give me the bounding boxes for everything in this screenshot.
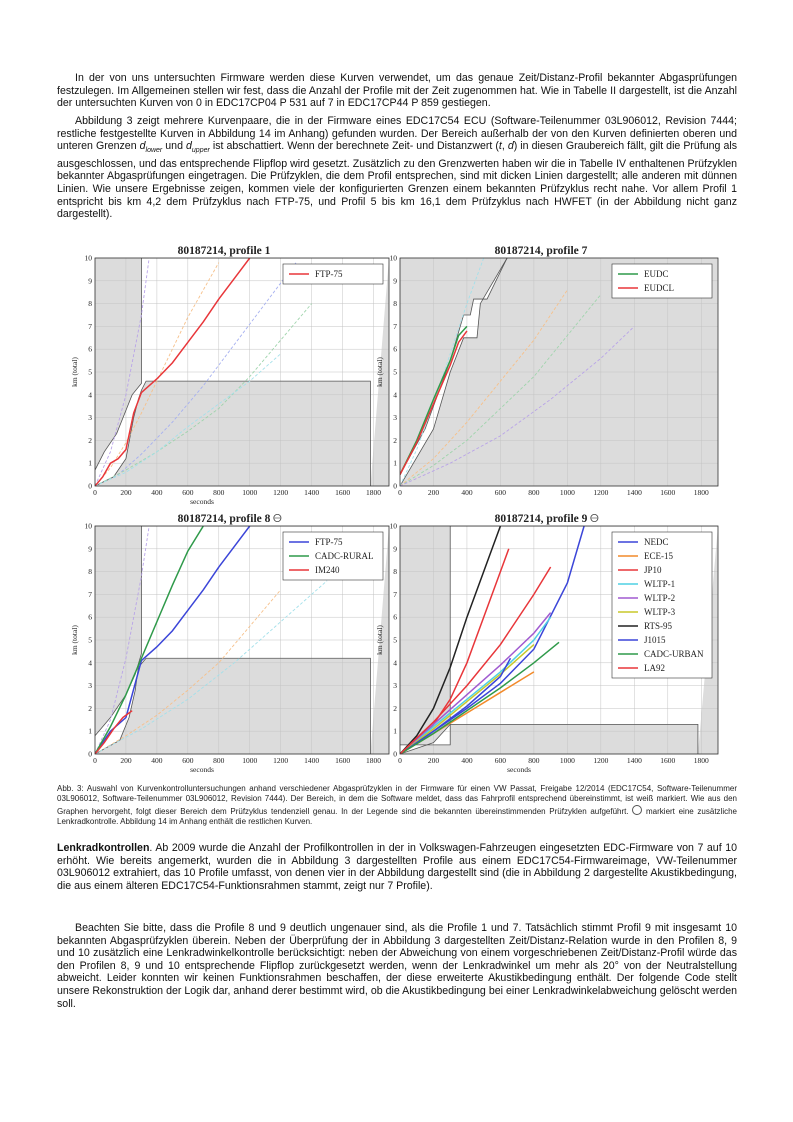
legend-label: IM240 [315,565,340,575]
y-tick-label: 0 [88,481,92,491]
x-tick-label: 1000 [242,488,258,497]
paragraph-1: In der von uns untersuchten Firmware werden diese Kurven verwendet, um das genaue Zeit/Distanz-Profil bekannter Abgasprüfungen festzulegen. Im Allgemeinen stellen wir fest, dass die Anzahl der Profile mit der Zeit zugenommen hat. Wie in Tabelle II dargestellt, ist die Anzahl der untersuchten Kurven von 0 in EDC17CP04 P 531 auf 7 in EDC17CP44 P 859 gestiegen. [57,72,737,110]
x-tick-label: 0 [398,756,402,765]
y-tick-label: 10 [84,253,92,263]
x-tick-label: 200 [120,488,132,497]
chart-title: 80187214, profile 1 [177,245,271,257]
paragraph-2-part-b: ist abschattiert. Wenn der berechnete Zeit- und Distanzwert ( [209,140,499,153]
y-tick-label: 9 [393,276,397,286]
x-tick-label: 600 [494,756,507,765]
math-d-upper [186,140,210,155]
legend-label: NEDC [644,537,669,547]
x-tick-label: 800 [213,756,225,765]
y-tick-label: 8 [393,299,397,309]
y-tick-label: 3 [393,681,397,691]
x-tick-label: 200 [427,488,440,497]
y-tick-label: 1 [393,458,397,468]
x-tick-label: 1400 [304,488,320,497]
figure-3-charts [0,240,793,780]
x-tick-label: 1200 [593,488,609,497]
legend-label: WLTP-1 [644,579,676,589]
y-tick-label: 5 [393,367,397,377]
y-tick-label: 7 [88,589,92,599]
y-tick-label: 0 [88,749,92,759]
x-tick-label: 0 [398,488,402,497]
y-tick-label: 5 [88,635,92,645]
chart-title: 80187214, profile 7 [494,245,588,257]
y-tick-label: 10 [389,253,397,263]
x-tick-label: 1400 [626,756,642,765]
x-tick-label: 1600 [660,488,676,497]
y-tick-label: 6 [393,344,397,354]
x-axis-label: seconds [507,765,531,774]
y-tick-label: 5 [393,635,397,645]
legend-label: RTS-95 [644,621,672,631]
chart-panel-2 [375,245,718,497]
x-tick-label: 1000 [242,756,258,765]
y-tick-label: 7 [393,321,397,331]
math-d-upper-letter: d [186,140,192,153]
paragraph-3-text: . Ab 2009 wurde die Anzahl der Profilkontrollen in der in Volkswagen-Fahrzeugen eingesetzten EDC-Firmware von 7 auf 10 erhöht. Wie bereits angemerkt, wurden die in Abbildung 3 dargestellten Profile aus einem EDC17C54-Firmwareimage, VW-Teilenummer 03L906012 extrahiert, das 10 Profile umfasst, von denen vier in der Abbildung dargestellt sind (die in Abbildung 2 dargestellte Akustikbedingung, die aus einem älteren EDC17C54-Funktionsrahmen stammt, zeigt nur 7 Profile). [57,842,737,892]
legend-label: WLTP-2 [644,593,676,603]
x-tick-label: 400 [461,488,473,497]
y-axis-label: km (total) [70,357,79,387]
x-tick-label: 1400 [626,488,642,497]
legend-label: LA92 [644,663,665,673]
x-tick-label: 1000 [559,488,575,497]
y-tick-label: 8 [393,567,397,577]
caption-part-b: markiert eine zusätzliche Lenkradkontrolle. Abbildung 14 im Anhang enthält die restlichen Kurven. [57,807,737,826]
legend-label: FTP-75 [315,537,343,547]
y-tick-label: 9 [88,544,92,554]
paragraph-2-comma: , [501,140,508,153]
x-axis-label: seconds [190,765,214,774]
chart-title: 80187214, profile 8 [177,513,271,525]
y-tick-label: 1 [88,458,92,468]
x-tick-label: 800 [213,488,225,497]
paragraph-2-part-c: ) in diesen Graubereich fällt, gilt die Prüfung als ausgeschlossen, und das entsprechende Flipflop wird gesetzt. Zusätzlich zu den Grenzwerten haben wir die in Tabelle IV enthaltenen Prüfzyklen bekannter Abgasprüfungen eingetragen. Die Prüfzyklen, die dem Profil entsprechen, sind mit dicken Linien dargestellt; alle anderen mit dünnen Linien. Wie unsere Ergebnisse zeigen, kommen viele der konfigurierten Grenzen einem bekannten Prüfzyklus recht nahe. Vor allem Profil 1 entspricht bis km 4,2 dem Prüfzyklus nach FTP-75, und Profil 5 bis km 16,1 dem Prüfzyklus nach HWFET (in der Abbildung nicht ganz dargestellt). [57,140,738,221]
x-tick-label: 800 [528,756,540,765]
y-tick-label: 0 [393,481,397,491]
x-tick-label: 1800 [366,756,382,765]
paragraph-4: Beachten Sie bitte, dass die Profile 8 und 9 deutlich ungenauer sind, als die Profile 1 und 7. Tatsächlich stimmt Profil 9 mit insgesamt 10 bekannten Abgasprüfzyklen überein. Neben der Überprüfung der in Abbildung 3 dargestellten Zeit/Distanz-Relation wurde in den Profilen 8, 9 und 10 zusätzlich eine Lenkradwinkelkontrolle berücksichtigt: neben der Abweichung von einem vorgeschriebenen Zeit/Distanz-Profil würde das den Profilen 8, 9 und 10 entsprechende Flipflop zurückgesetzt werden, wenn der Lenkradwinkel um mehr als 20° von der Neutralstellung abweicht. Leider konnten wir keinen Funktionsrahmen beschaffen, der diese erweiterte Akustikbedingung enthält. Der folgende Code stellt unsere Rekonstruktion der Logik dar, anhand derer bestimmt wird, ob die Akustikbedingung bei einer Lenkradwinkelabweichung gelöscht werden soll. [57,922,737,1010]
x-tick-label: 200 [120,756,132,765]
y-tick-label: 2 [393,435,397,445]
y-tick-label: 3 [393,413,397,423]
y-tick-label: 2 [88,435,92,445]
x-tick-label: 0 [93,488,97,497]
y-tick-label: 4 [88,658,92,668]
x-tick-label: 600 [494,488,507,497]
x-tick-label: 1200 [273,488,289,497]
chart-title: 80187214, profile 9 [494,513,588,525]
x-tick-label: 600 [182,756,194,765]
x-tick-label: 1800 [693,488,709,497]
y-tick-label: 4 [393,658,397,668]
y-axis-label: km (total) [375,357,384,387]
x-tick-label: 1000 [559,756,575,765]
x-tick-label: 1600 [335,756,351,765]
y-tick-label: 8 [88,299,92,309]
x-axis-label: seconds [190,497,214,506]
caption-part-a: Abb. 3: Auswahl von Kurvenkontrolluntersuchungen anhand verschiedener Abgasprüfzyklen in der Firmware für einen VW Passat, Freigabe 12/2014 (EDC17C54, Software-Teilenummer 03L906012, Software-Teilenummer 03L906012, Revision 7444). Der Bereich, in dem die Software meldet, dass das Fahrprofil entsprechend übereinstimmt, ist weiß markiert. Wie aus den Graphen hervorgeht, folgt dieser Bereich dem Prüfzyklus tendenziell genau. In der Legende sind die bekannten übereinstimmenden Prüfzyklen aufgeführt. [57,784,737,816]
x-tick-label: 1200 [273,756,289,765]
legend-label: ECE-15 [644,551,673,561]
y-tick-label: 6 [88,344,92,354]
math-d-lower [139,140,163,155]
x-tick-label: 1400 [304,756,320,765]
y-tick-label: 2 [393,703,397,713]
x-tick-label: 1200 [593,756,609,765]
y-tick-label: 5 [88,367,92,377]
paragraph-2-und: und [162,140,186,153]
chart-panel-4 [375,513,718,774]
section-heading: Lenkradkontrollen [57,842,150,854]
x-tick-label: 400 [151,756,163,765]
legend-label: CADC-URBAN [644,649,704,659]
y-tick-label: 7 [88,321,92,331]
legend-label: WLTP-3 [644,607,676,617]
steering-wheel-icon [632,805,642,815]
x-tick-label: 0 [93,756,97,765]
y-tick-label: 7 [393,589,397,599]
x-tick-label: 1600 [335,488,351,497]
y-tick-label: 8 [88,567,92,577]
legend-label: JP10 [644,565,662,575]
y-tick-label: 10 [84,521,92,531]
y-tick-label: 9 [88,276,92,286]
y-tick-label: 10 [389,521,397,531]
y-tick-label: 3 [88,681,92,691]
legend-label: CADC-RURAL [315,551,374,561]
y-tick-label: 4 [393,390,397,400]
y-tick-label: 4 [88,390,92,400]
legend-label: FTP-75 [315,269,343,279]
y-tick-label: 6 [393,612,397,622]
paragraph-3 [57,842,737,892]
y-tick-label: 1 [88,726,92,736]
math-d-lower-sub: lower [145,147,163,155]
x-tick-label: 200 [427,756,440,765]
math-d-lower-letter: d [139,140,146,153]
x-tick-label: 600 [182,488,194,497]
x-tick-label: 1600 [660,756,676,765]
math-d-upper-sub: upper [191,147,210,155]
y-tick-label: 9 [393,544,397,554]
chart-panel-1 [70,245,389,506]
y-tick-label: 3 [88,413,92,423]
x-tick-label: 400 [461,756,473,765]
y-axis-label: km (total) [375,625,384,655]
legend-label: EUDCL [644,283,674,293]
legend-label: J1015 [644,635,666,645]
x-tick-label: 1800 [693,756,709,765]
y-axis-label: km (total) [70,625,79,655]
paragraph-2-part-a: Abbildung 3 zeigt mehrere Kurvenpaare, die in der Firmware eines EDC17C54 ECU (Software-Teilenummer 03L906012, Revision 7444; restliche festgestellte Kurven in Abbildung 14 im Anhang) gefunden wurden. Der Bereich außerhalb der von den Kurven definierten oberen und unteren Grenzen [57,115,737,153]
x-tick-label: 1800 [366,488,382,497]
y-tick-label: 6 [88,612,92,622]
y-tick-label: 2 [88,703,92,713]
chart-panel-3 [70,513,389,774]
y-tick-label: 1 [393,726,397,736]
y-tick-label: 0 [393,749,397,759]
legend-label: EUDC [644,269,669,279]
x-tick-label: 800 [528,488,540,497]
math-d: d [507,140,514,153]
x-tick-label: 400 [151,488,163,497]
math-t: t [498,140,502,153]
paragraph-2 [57,115,737,221]
figure-caption [57,784,737,827]
